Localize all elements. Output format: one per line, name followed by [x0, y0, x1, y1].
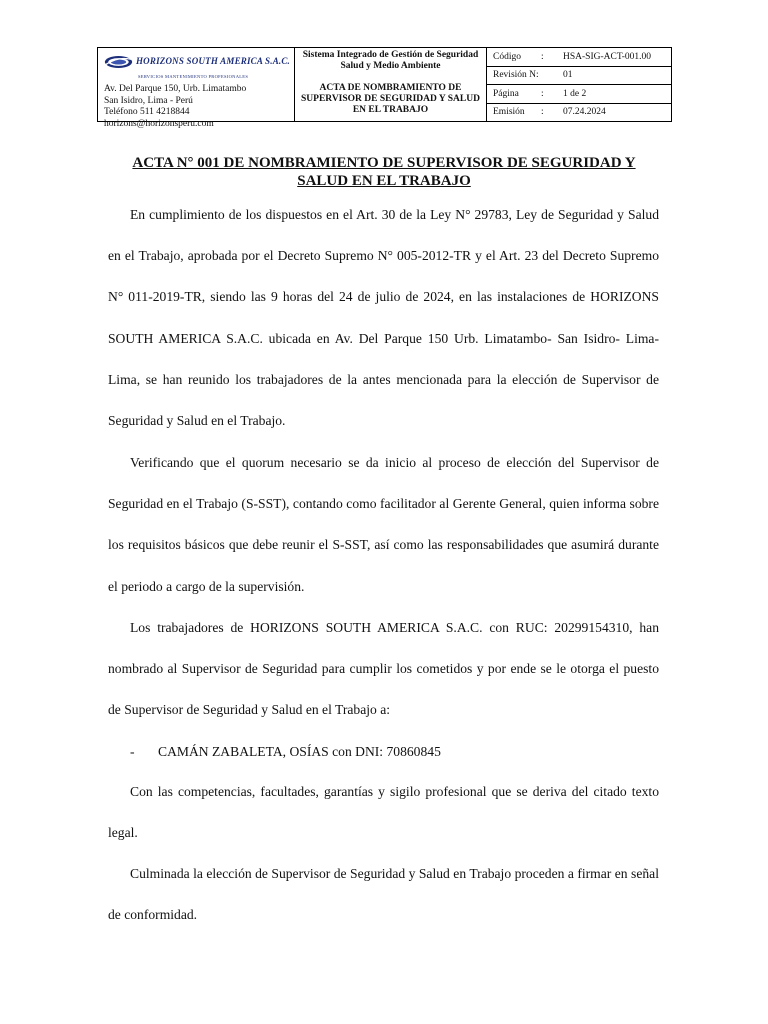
document-title-line: ACTA N° 001 DE NOMBRAMIENTO DE SUPERVISOR DE SEGURIDAD Y	[132, 155, 636, 171]
address-line: San Isidro, Lima - Perú	[104, 95, 193, 106]
appointee-name: CAMÁN ZABALETA, OSÍAS con DNI: 70860845	[158, 744, 441, 759]
meta-colon: :	[541, 107, 544, 118]
meta-label: Emisión	[493, 107, 525, 118]
document-title-line: SALUD EN EL TRABAJO	[297, 173, 471, 189]
meta-value: 1 de 2	[563, 88, 587, 99]
paragraph-2: Verificando que el quorum necesario se da inicio al proceso de elección del Supervisor de Seguridad en el Trabajo (S-SST), contando como facilitador al Gerente General, quien informa sobre los requisitos básicos que debe reunir el S-SST, así como las responsabilidades que asumirá durante el periodo a cargo de la supervisión.	[108, 455, 659, 594]
appointee-item	[108, 731, 441, 772]
meta-colon: :	[541, 51, 544, 62]
meta-row-page	[487, 85, 671, 104]
meta-label: Página	[493, 88, 519, 99]
meta-value: 01	[563, 70, 573, 81]
paragraph-4: Con las competencias, facultades, garantías y sigilo profesional que se deriva del citado texto legal.	[108, 784, 659, 841]
system-title: Sistema Integrado de Gestión de Seguridad Salud y Medio Ambiente	[302, 50, 479, 71]
bullet-dash: -	[130, 744, 135, 759]
horizons-logo-icon	[104, 53, 133, 71]
phone-line: Teléfono 511 4218844	[104, 107, 190, 118]
paragraph-1: En cumplimiento de los dispuestos en el Art. 30 de la Ley N° 29783, Ley de Seguridad y Salud en el Trabajo, aprobada por el Decreto Supremo N° 005-2012-TR y el Art. 23 del Decreto Supremo N° 011-2019-TR, siendo las 9 horas del 24 de julio de 2024, en las instalaciones de HORIZONS SOUTH AMERICA S.A.C. ubicada en Av. Del Parque 150 Urb. Limatambo- San Isidro- Lima- Lima, se han reunido los trabajadores de la antes mencionada para la elección de Supervisor de Seguridad y Salud en el Trabajo.	[108, 207, 659, 429]
company-info	[98, 48, 295, 129]
meta-label: Revisión N:	[493, 70, 539, 81]
meta-value: 07.24.2024	[563, 107, 606, 118]
header-titles	[295, 48, 487, 121]
document-header	[97, 47, 672, 129]
paragraph-5: Culminada la elección de Supervisor de Seguridad y Salud en Trabajo proceden a firmar en señal de conformidad.	[108, 866, 659, 923]
meta-label: Código	[493, 51, 521, 62]
meta-row-issue-date	[487, 104, 671, 122]
paragraph-3: Los trabajadores de HORIZONS SOUTH AMERICA S.A.C. con RUC: 20299154310, han nombrado al Supervisor de Seguridad para cumplir los cometidos y por ende se le otorga el puesto de Supervisor de Seguridad y Salud en el Trabajo a:	[108, 620, 659, 718]
header-document-title: ACTA DE NOMBRAMIENTO DE SUPERVISOR DE SEGURIDAD Y SALUD EN EL TRABAJO	[301, 83, 480, 115]
logo-text: HORIZONS SOUTH AMERICA S.A.C.	[135, 56, 290, 67]
document-meta	[487, 48, 671, 121]
meta-colon: :	[541, 88, 544, 99]
meta-row-revision	[487, 67, 671, 86]
meta-value: HSA-SIG-ACT-001.00	[563, 51, 652, 62]
email-line: horizons@horizonsperu.com	[104, 118, 214, 129]
logo-tagline: SERVICIOS MANTENIMIENTO PROFESIONALES	[138, 74, 249, 79]
document-title	[108, 154, 660, 190]
address-line: Av. Del Parque 150, Urb. Limatambo	[104, 84, 247, 95]
meta-row-code	[487, 48, 671, 67]
